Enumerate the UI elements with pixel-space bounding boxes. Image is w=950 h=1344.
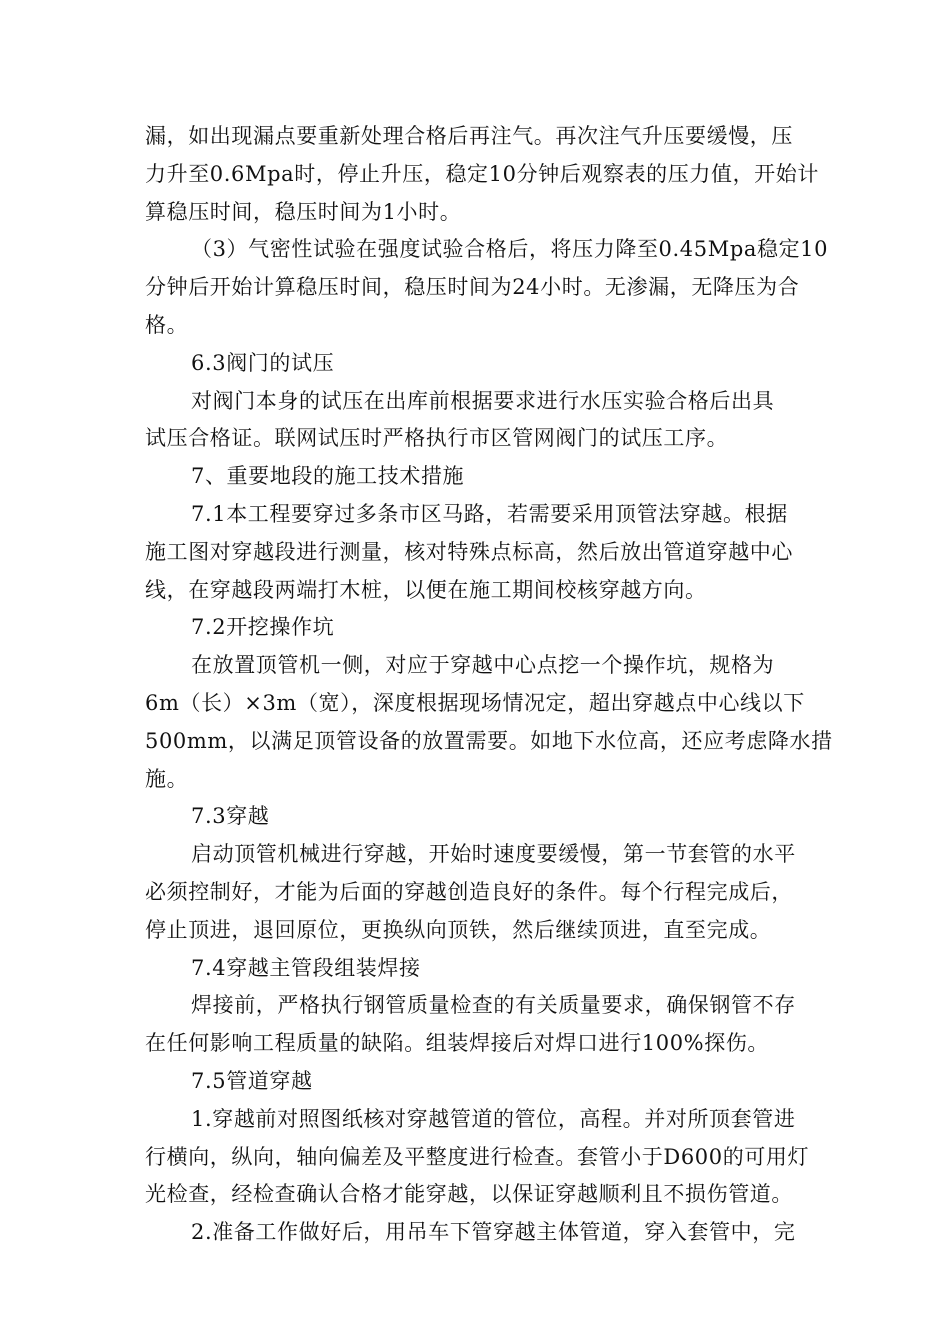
text-line: （3）气密性试验在强度试验合格后，将压力降至0.45Mpa稳定10	[191, 237, 829, 262]
text-line: 施。	[145, 766, 189, 791]
text-line: 7.1本工程要穿过多条市区马路，若需要采用顶管法穿越。根据	[191, 501, 788, 526]
text-line: 焊接前，严格执行钢管质量检查的有关质量要求，确保钢管不存	[191, 993, 796, 1018]
text-line: 施工图对穿越段进行测量，核对特殊点标高，然后放出管道穿越中心	[145, 539, 793, 564]
text-line: 光检查，经检查确认合格才能穿越，以保证穿越顺利且不损伤管道。	[145, 1182, 793, 1207]
text-line: 分钟后开始计算稳压时间，稳压时间为24小时。无渗漏，无降压为合	[145, 275, 800, 300]
text-line: 在任何影响工程质量的缺陷。组装焊接后对焊口进行100%探伤。	[145, 1031, 770, 1056]
text-line: 格。	[145, 312, 189, 337]
text-line: 7.3穿越	[191, 804, 270, 829]
text-line: 线，在穿越段两端打木桩，以便在施工期间校核穿越方向。	[145, 577, 707, 602]
text-line: 7.4穿越主管段组装焊接	[191, 955, 421, 980]
document-body	[145, 118, 833, 1252]
text-line: 试压合格证。联网试压时严格执行市区管网阀门的试压工序。	[145, 426, 729, 451]
text-line: 停止顶进，退回原位，更换纵向顶铁，然后继续顶进，直至完成。	[145, 917, 772, 942]
text-line: 力升至0.6Mpa时，停止升压，稳定10分钟后观察表的压力值，开始计	[145, 161, 819, 186]
text-line: 对阀门本身的试压在出库前根据要求进行水压实验合格后出具	[191, 388, 775, 413]
text-line: 500mm，以满足顶管设备的放置需要。如地下水位高，还应考虑降水措	[145, 728, 833, 753]
text-line: 必须控制好，才能为后面的穿越创造良好的条件。每个行程完成后，	[145, 879, 793, 904]
text-line: 算稳压时间，稳压时间为1小时。	[145, 199, 462, 224]
text-line: 漏，如出现漏点要重新处理合格后再注气。再次注气升压要缓慢，压	[145, 124, 793, 148]
text-line: 7、重要地段的施工技术措施	[191, 464, 465, 489]
text-line: 6.3阀门的试压	[191, 350, 335, 375]
text-line: 7.2开挖操作坑	[191, 615, 335, 640]
text-line: 1.穿越前对照图纸核对穿越管道的管位，高程。并对所顶套管进	[191, 1106, 796, 1131]
text-line: 7.5管道穿越	[191, 1068, 313, 1093]
text-line: 启动顶管机械进行穿越，开始时速度要缓慢，第一节套管的水平	[191, 842, 796, 867]
text-line: 在放置顶管机一侧，对应于穿越中心点挖一个操作坑，规格为	[191, 653, 775, 678]
text-line: 2.准备工作做好后，用吊车下管穿越主体管道，穿入套管中，完	[191, 1220, 796, 1245]
text-line: 行横向，纵向，轴向偏差及平整度进行检查。套管小于D600的可用灯	[145, 1144, 810, 1169]
text-line: 6m（长）×3m（宽），深度根据现场情况定，超出穿越点中心线以下	[145, 690, 805, 715]
